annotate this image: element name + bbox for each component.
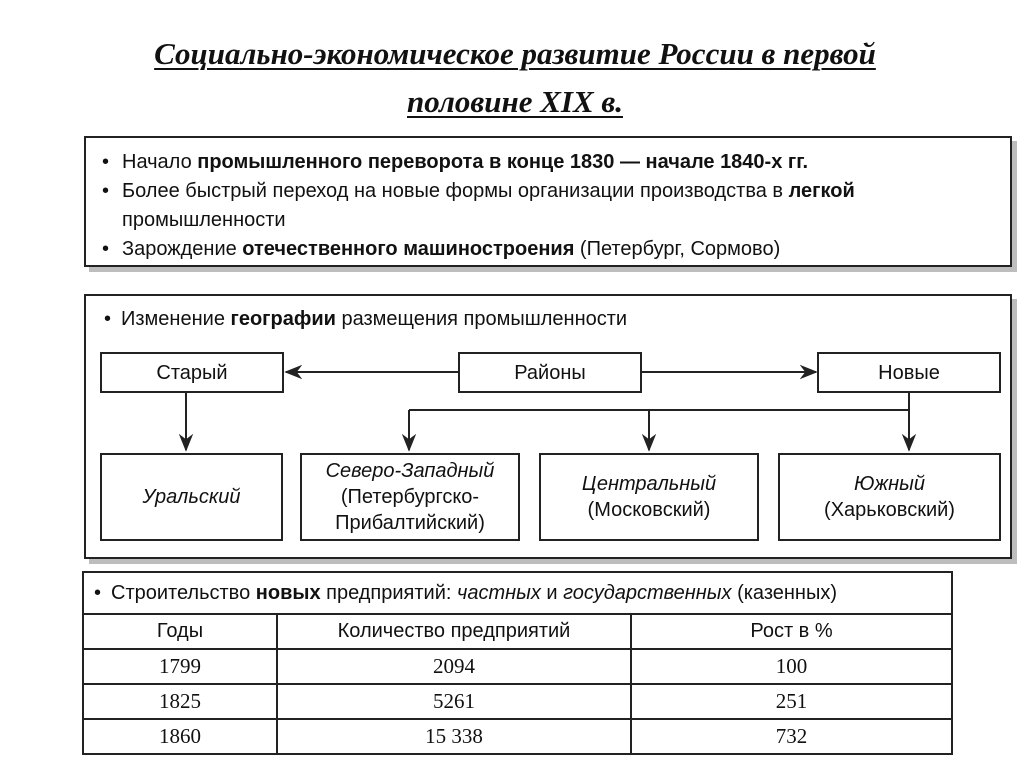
geography-heading: • Изменение географии размещения промышленности: [104, 306, 627, 332]
title-line-1: Социально-экономическое развитие России в первой: [154, 36, 876, 71]
new-branch-line: [409, 393, 909, 410]
cell-year: 1860: [83, 719, 277, 754]
region-northwest: Северо-Западный (Петербургско- Прибалтийский): [300, 453, 520, 541]
region-south: Южный (Харьковский): [778, 453, 1001, 541]
header-count: Количество предприятий: [277, 614, 631, 649]
industry-list: [98, 148, 998, 264]
node-districts: Районы: [458, 352, 642, 393]
cell-count: 5261: [277, 684, 631, 719]
cell-count: 15 338: [277, 719, 631, 754]
enterprises-caption: • Строительство новых предприятий: частных и государственных (казенных): [83, 572, 952, 614]
node-new: Новые: [817, 352, 1001, 393]
cell-growth: 732: [631, 719, 952, 754]
industry-item-light-industry: • Более быстрый переход на новые формы организации производства в легкой промышленности: [98, 177, 998, 235]
table-header-row: [83, 614, 952, 649]
header-growth: Рост в %: [631, 614, 952, 649]
title-line-2: половине XIX в.: [407, 84, 623, 119]
header-years: Годы: [83, 614, 277, 649]
geography-box: [84, 294, 1012, 559]
industry-item-machinery: • Зарождение отечественного машиностроения (Петербург, Сормово): [98, 235, 998, 264]
industry-item-revolution: • Начало промышленного переворота в конце 1830 — начале 1840-х гг.: [98, 148, 998, 177]
region-central: Центральный (Московский): [539, 453, 759, 541]
table-row: [83, 719, 952, 754]
cell-growth: 251: [631, 684, 952, 719]
cell-year: 1825: [83, 684, 277, 719]
cell-growth: 100: [631, 649, 952, 684]
table-row: [83, 649, 952, 684]
enterprises-table: [82, 571, 953, 755]
industry-box: [84, 136, 1012, 267]
region-ural: Уральский: [100, 453, 283, 541]
table-row: [83, 684, 952, 719]
cell-count: 2094: [277, 649, 631, 684]
page-title: [60, 30, 970, 126]
node-old: Старый: [100, 352, 284, 393]
cell-year: 1799: [83, 649, 277, 684]
